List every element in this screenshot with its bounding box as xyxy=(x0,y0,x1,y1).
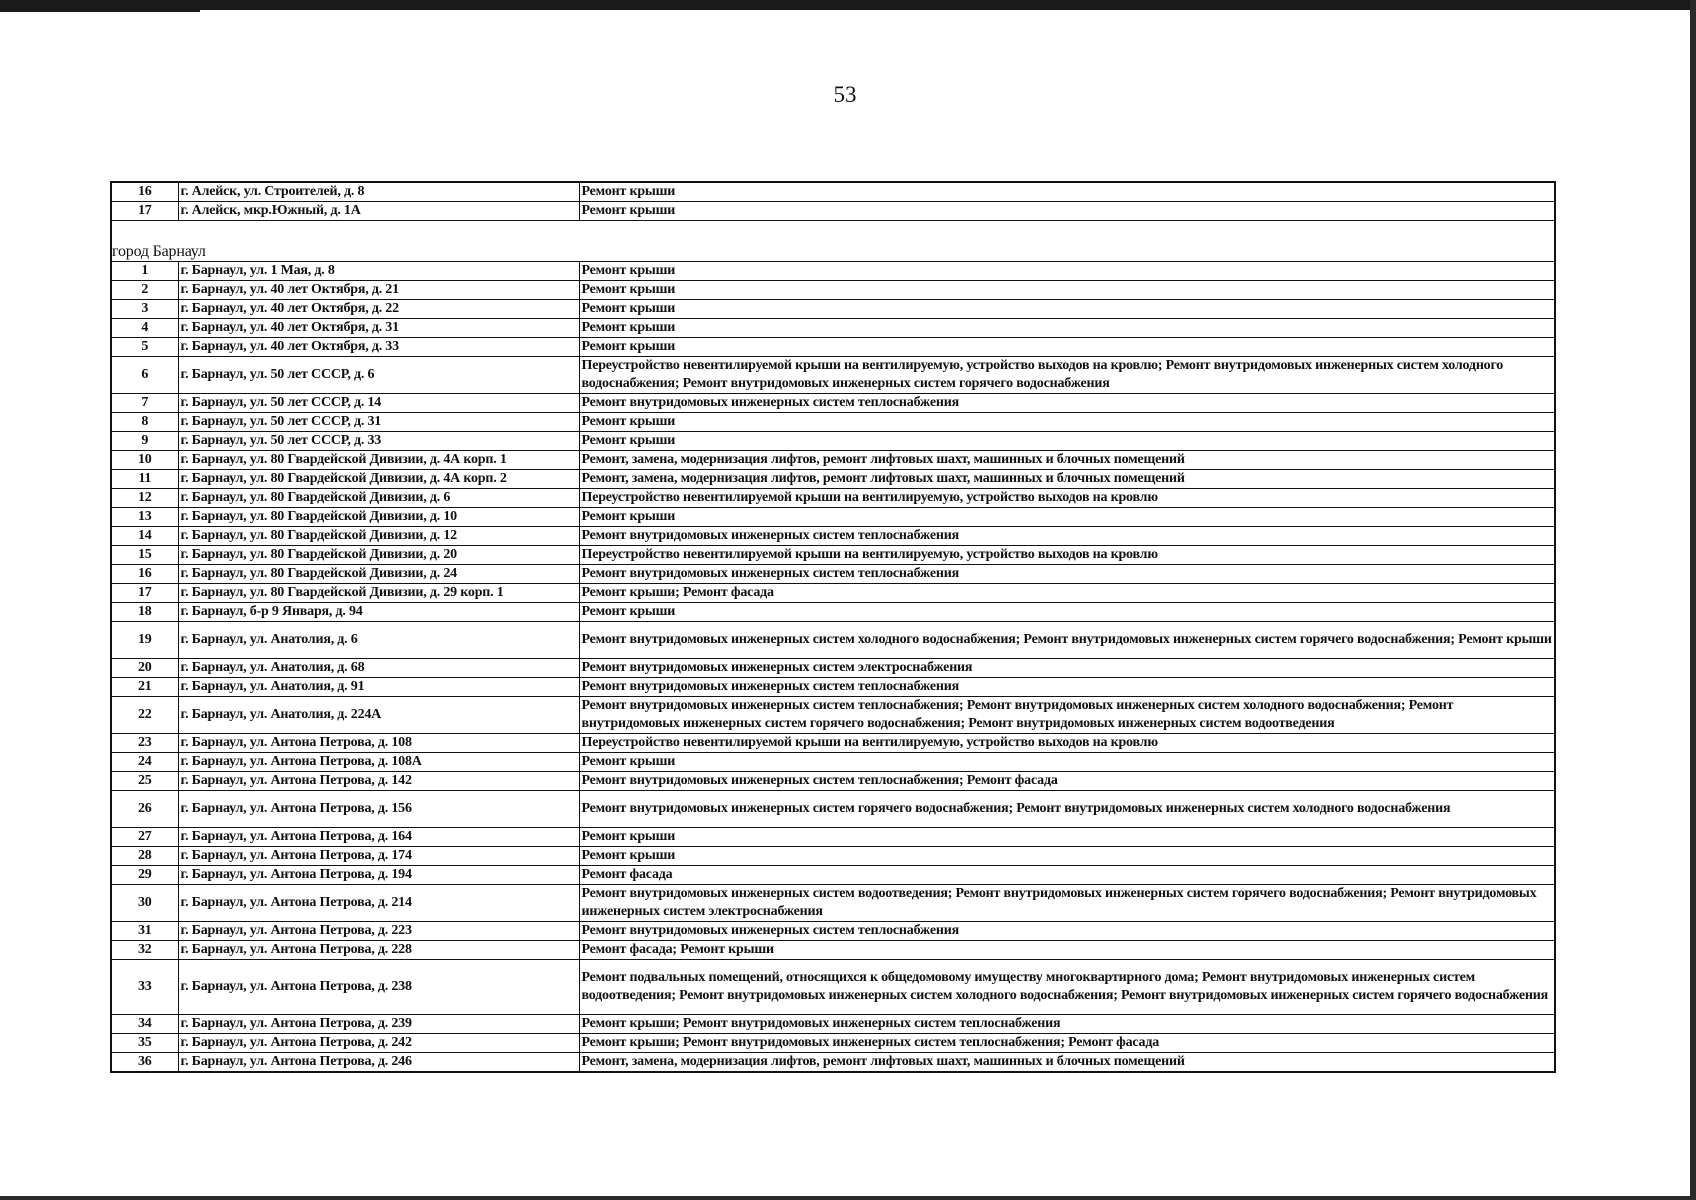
row-address: г. Барнаул, ул. 40 лет Октября, д. 21 xyxy=(178,281,579,300)
table-row xyxy=(111,338,1555,357)
row-number: 17 xyxy=(111,202,178,221)
row-work: Ремонт крыши xyxy=(579,828,1555,847)
table-row xyxy=(111,202,1555,221)
row-work: Ремонт крыши xyxy=(579,413,1555,432)
row-address: г. Барнаул, ул. 80 Гвардейской Дивизии, д. 12 xyxy=(178,527,579,546)
row-address: г. Барнаул, ул. Анатолия, д. 91 xyxy=(178,678,579,697)
table-row xyxy=(111,394,1555,413)
row-address: г. Барнаул, ул. Антона Петрова, д. 164 xyxy=(178,828,579,847)
row-number: 35 xyxy=(111,1034,178,1053)
row-number: 25 xyxy=(111,772,178,791)
row-address: г. Барнаул, ул. Анатолия, д. 68 xyxy=(178,659,579,678)
row-work: Ремонт крыши xyxy=(579,753,1555,772)
row-number: 23 xyxy=(111,734,178,753)
table-row xyxy=(111,262,1555,281)
table-row xyxy=(111,527,1555,546)
table-row xyxy=(111,678,1555,697)
row-address: г. Барнаул, ул. Антона Петрова, д. 228 xyxy=(178,941,579,960)
table-row xyxy=(111,828,1555,847)
table-row xyxy=(111,565,1555,584)
row-work: Ремонт внутридомовых инженерных систем теплоснабжения; Ремонт фасада xyxy=(579,772,1555,791)
row-address: г. Барнаул, ул. Анатолия, д. 224А xyxy=(178,697,579,734)
table-row xyxy=(111,413,1555,432)
row-work: Ремонт крыши xyxy=(579,182,1555,202)
row-number: 11 xyxy=(111,470,178,489)
row-address: г. Барнаул, ул. 80 Гвардейской Дивизии, д. 29 корп. 1 xyxy=(178,584,579,603)
row-number: 12 xyxy=(111,489,178,508)
row-number: 32 xyxy=(111,941,178,960)
row-number: 8 xyxy=(111,413,178,432)
row-address: г. Барнаул, ул. 40 лет Октября, д. 33 xyxy=(178,338,579,357)
table-row xyxy=(111,922,1555,941)
table-row xyxy=(111,697,1555,734)
row-address: г. Барнаул, ул. Антона Петрова, д. 239 xyxy=(178,1015,579,1034)
row-address: г. Барнаул, ул. 80 Гвардейской Дивизии, д. 4А корп. 2 xyxy=(178,470,579,489)
row-address: г. Барнаул, ул. 80 Гвардейской Дивизии, д. 10 xyxy=(178,508,579,527)
table-row xyxy=(111,1034,1555,1053)
table-row xyxy=(111,489,1555,508)
row-number: 30 xyxy=(111,885,178,922)
table-row xyxy=(111,659,1555,678)
row-work: Ремонт крыши xyxy=(579,262,1555,281)
row-address: г. Барнаул, ул. 50 лет СССР, д. 6 xyxy=(178,357,579,394)
row-number: 16 xyxy=(111,182,178,202)
row-work: Ремонт внутридомовых инженерных систем теплоснабжения xyxy=(579,678,1555,697)
row-work: Ремонт фасада; Ремонт крыши xyxy=(579,941,1555,960)
row-work: Ремонт внутридомовых инженерных систем теплоснабжения; Ремонт внутридомовых инженерных систем холодного водоснабжения; Ремонт внутридомовых инженерных систем горячего водоснабжения; Ремонт внутридомовых инженерных систем водоотведения xyxy=(579,697,1555,734)
row-number: 20 xyxy=(111,659,178,678)
table-row xyxy=(111,1053,1555,1073)
row-number: 14 xyxy=(111,527,178,546)
row-address: г. Барнаул, ул. Антона Петрова, д. 194 xyxy=(178,866,579,885)
row-work: Ремонт крыши; Ремонт фасада xyxy=(579,584,1555,603)
row-number: 28 xyxy=(111,847,178,866)
row-address: г. Алейск, мкр.Южный, д. 1А xyxy=(178,202,579,221)
row-number: 34 xyxy=(111,1015,178,1034)
page-number: 53 xyxy=(833,82,857,107)
row-address: г. Барнаул, ул. Антона Петрова, д. 108А xyxy=(178,753,579,772)
row-work: Ремонт внутридомовых инженерных систем холодного водоснабжения; Ремонт внутридомовых инженерных систем горячего водоснабжения; Ремонт крыши xyxy=(579,622,1555,659)
section-title: город Барнаул xyxy=(111,221,1555,262)
row-address: г. Барнаул, ул. Антона Петрова, д. 223 xyxy=(178,922,579,941)
table-row xyxy=(111,847,1555,866)
row-work: Ремонт внутридомовых инженерных систем водоотведения; Ремонт внутридомовых инженерных систем горячего водоснабжения; Ремонт внутридомовых инженерных систем электроснабжения xyxy=(579,885,1555,922)
row-number: 4 xyxy=(111,319,178,338)
row-address: г. Барнаул, ул. 40 лет Октября, д. 31 xyxy=(178,319,579,338)
row-work: Ремонт, замена, модернизация лифтов, ремонт лифтовых шахт, машинных и блочных помещений xyxy=(579,470,1555,489)
row-number: 22 xyxy=(111,697,178,734)
row-work: Ремонт внутридомовых инженерных систем теплоснабжения xyxy=(579,565,1555,584)
row-number: 24 xyxy=(111,753,178,772)
row-work: Ремонт крыши; Ремонт внутридомовых инженерных систем теплоснабжения; Ремонт фасада xyxy=(579,1034,1555,1053)
table-row xyxy=(111,584,1555,603)
table-row xyxy=(111,603,1555,622)
row-address: г. Барнаул, ул. 80 Гвардейской Дивизии, д. 4А корп. 1 xyxy=(178,451,579,470)
table-row xyxy=(111,319,1555,338)
row-address: г. Барнаул, ул. Антона Петрова, д. 246 xyxy=(178,1053,579,1073)
row-work: Ремонт, замена, модернизация лифтов, ремонт лифтовых шахт, машинных и блочных помещений xyxy=(579,451,1555,470)
row-work: Ремонт внутридомовых инженерных систем теплоснабжения xyxy=(579,394,1555,413)
table-row xyxy=(111,941,1555,960)
row-address: г. Барнаул, ул. Анатолия, д. 6 xyxy=(178,622,579,659)
table-row xyxy=(111,357,1555,394)
row-work: Ремонт, замена, модернизация лифтов, ремонт лифтовых шахт, машинных и блочных помещений xyxy=(579,1053,1555,1073)
table-row xyxy=(111,451,1555,470)
row-number: 27 xyxy=(111,828,178,847)
table-row xyxy=(111,508,1555,527)
row-address: г. Барнаул, ул. Антона Петрова, д. 156 xyxy=(178,791,579,828)
row-address: г. Алейск, ул. Строителей, д. 8 xyxy=(178,182,579,202)
table-row xyxy=(111,960,1555,1015)
row-number: 10 xyxy=(111,451,178,470)
row-number: 9 xyxy=(111,432,178,451)
row-work: Ремонт крыши xyxy=(579,432,1555,451)
table-row xyxy=(111,470,1555,489)
row-work: Ремонт внутридомовых инженерных систем теплоснабжения xyxy=(579,527,1555,546)
row-number: 16 xyxy=(111,565,178,584)
row-number: 21 xyxy=(111,678,178,697)
table-row xyxy=(111,281,1555,300)
row-number: 36 xyxy=(111,1053,178,1073)
row-work: Ремонт крыши xyxy=(579,202,1555,221)
row-work: Ремонт крыши xyxy=(579,281,1555,300)
scan-bottom-edge xyxy=(0,1196,1696,1200)
row-work: Ремонт фасада xyxy=(579,866,1555,885)
row-work: Переустройство невентилируемой крыши на вентилируемую, устройство выходов на кровлю; Ремонт внутридомовых инженерных систем холодного водоснабжения; Ремонт внутридомовых инженерных систем горячего водоснабжения xyxy=(579,357,1555,394)
row-address: г. Барнаул, б-р 9 Января, д. 94 xyxy=(178,603,579,622)
row-address: г. Барнаул, ул. 80 Гвардейской Дивизии, д. 20 xyxy=(178,546,579,565)
row-address: г. Барнаул, ул. 80 Гвардейской Дивизии, д. 6 xyxy=(178,489,579,508)
scan-top-edge xyxy=(0,0,1696,10)
row-address: г. Барнаул, ул. 1 Мая, д. 8 xyxy=(178,262,579,281)
row-number: 33 xyxy=(111,960,178,1015)
row-number: 5 xyxy=(111,338,178,357)
row-work: Переустройство невентилируемой крыши на вентилируемую, устройство выходов на кровлю xyxy=(579,546,1555,565)
row-address: г. Барнаул, ул. 50 лет СССР, д. 14 xyxy=(178,394,579,413)
row-number: 7 xyxy=(111,394,178,413)
row-number: 26 xyxy=(111,791,178,828)
table-row xyxy=(111,791,1555,828)
row-address: г. Барнаул, ул. 80 Гвардейской Дивизии, д. 24 xyxy=(178,565,579,584)
row-number: 29 xyxy=(111,866,178,885)
row-address: г. Барнаул, ул. 50 лет СССР, д. 33 xyxy=(178,432,579,451)
scan-right-edge xyxy=(1690,0,1696,1200)
row-address: г. Барнаул, ул. Антона Петрова, д. 214 xyxy=(178,885,579,922)
table-row xyxy=(111,772,1555,791)
row-number: 31 xyxy=(111,922,178,941)
row-number: 15 xyxy=(111,546,178,565)
row-work: Ремонт крыши xyxy=(579,508,1555,527)
row-number: 2 xyxy=(111,281,178,300)
row-work: Ремонт внутридомовых инженерных систем электроснабжения xyxy=(579,659,1555,678)
row-number: 1 xyxy=(111,262,178,281)
row-number: 6 xyxy=(111,357,178,394)
row-work: Ремонт подвальных помещений, относящихся к общедомовому имуществу многоквартирного дома; Ремонт внутридомовых инженерных систем водоотведения; Ремонт внутридомовых инженерных систем холодного водоснабжения; Ремонт внутридомовых инженерных систем горячего водоснабжения xyxy=(579,960,1555,1015)
row-address: г. Барнаул, ул. Антона Петрова, д. 242 xyxy=(178,1034,579,1053)
table-row xyxy=(111,734,1555,753)
row-address: г. Барнаул, ул. Антона Петрова, д. 142 xyxy=(178,772,579,791)
row-address: г. Барнаул, ул. Антона Петрова, д. 108 xyxy=(178,734,579,753)
row-number: 13 xyxy=(111,508,178,527)
table-row xyxy=(111,432,1555,451)
row-work: Ремонт крыши xyxy=(579,300,1555,319)
table-row xyxy=(111,866,1555,885)
row-address: г. Барнаул, ул. Антона Петрова, д. 238 xyxy=(178,960,579,1015)
row-work: Ремонт внутридомовых инженерных систем теплоснабжения xyxy=(579,922,1555,941)
table-row xyxy=(111,300,1555,319)
section-row xyxy=(111,221,1555,262)
row-work: Ремонт крыши xyxy=(579,319,1555,338)
row-number: 17 xyxy=(111,584,178,603)
row-work: Ремонт крыши; Ремонт внутридомовых инженерных систем теплоснабжения xyxy=(579,1015,1555,1034)
table-body xyxy=(111,182,1555,1072)
row-address: г. Барнаул, ул. 40 лет Октября, д. 22 xyxy=(178,300,579,319)
row-number: 18 xyxy=(111,603,178,622)
table-row xyxy=(111,546,1555,565)
table-row xyxy=(111,753,1555,772)
repair-table xyxy=(110,181,1556,1073)
row-address: г. Барнаул, ул. Антона Петрова, д. 174 xyxy=(178,847,579,866)
row-work: Ремонт крыши xyxy=(579,603,1555,622)
table-row xyxy=(111,1015,1555,1034)
table-row xyxy=(111,182,1555,202)
table-row xyxy=(111,885,1555,922)
row-work: Ремонт внутридомовых инженерных систем горячего водоснабжения; Ремонт внутридомовых инженерных систем холодного водоснабжения xyxy=(579,791,1555,828)
row-address: г. Барнаул, ул. 50 лет СССР, д. 31 xyxy=(178,413,579,432)
row-work: Ремонт крыши xyxy=(579,338,1555,357)
row-number: 19 xyxy=(111,622,178,659)
row-work: Переустройство невентилируемой крыши на вентилируемую, устройство выходов на кровлю xyxy=(579,734,1555,753)
row-number: 3 xyxy=(111,300,178,319)
row-work: Ремонт крыши xyxy=(579,847,1555,866)
table-row xyxy=(111,622,1555,659)
row-work: Переустройство невентилируемой крыши на вентилируемую, устройство выходов на кровлю xyxy=(579,489,1555,508)
